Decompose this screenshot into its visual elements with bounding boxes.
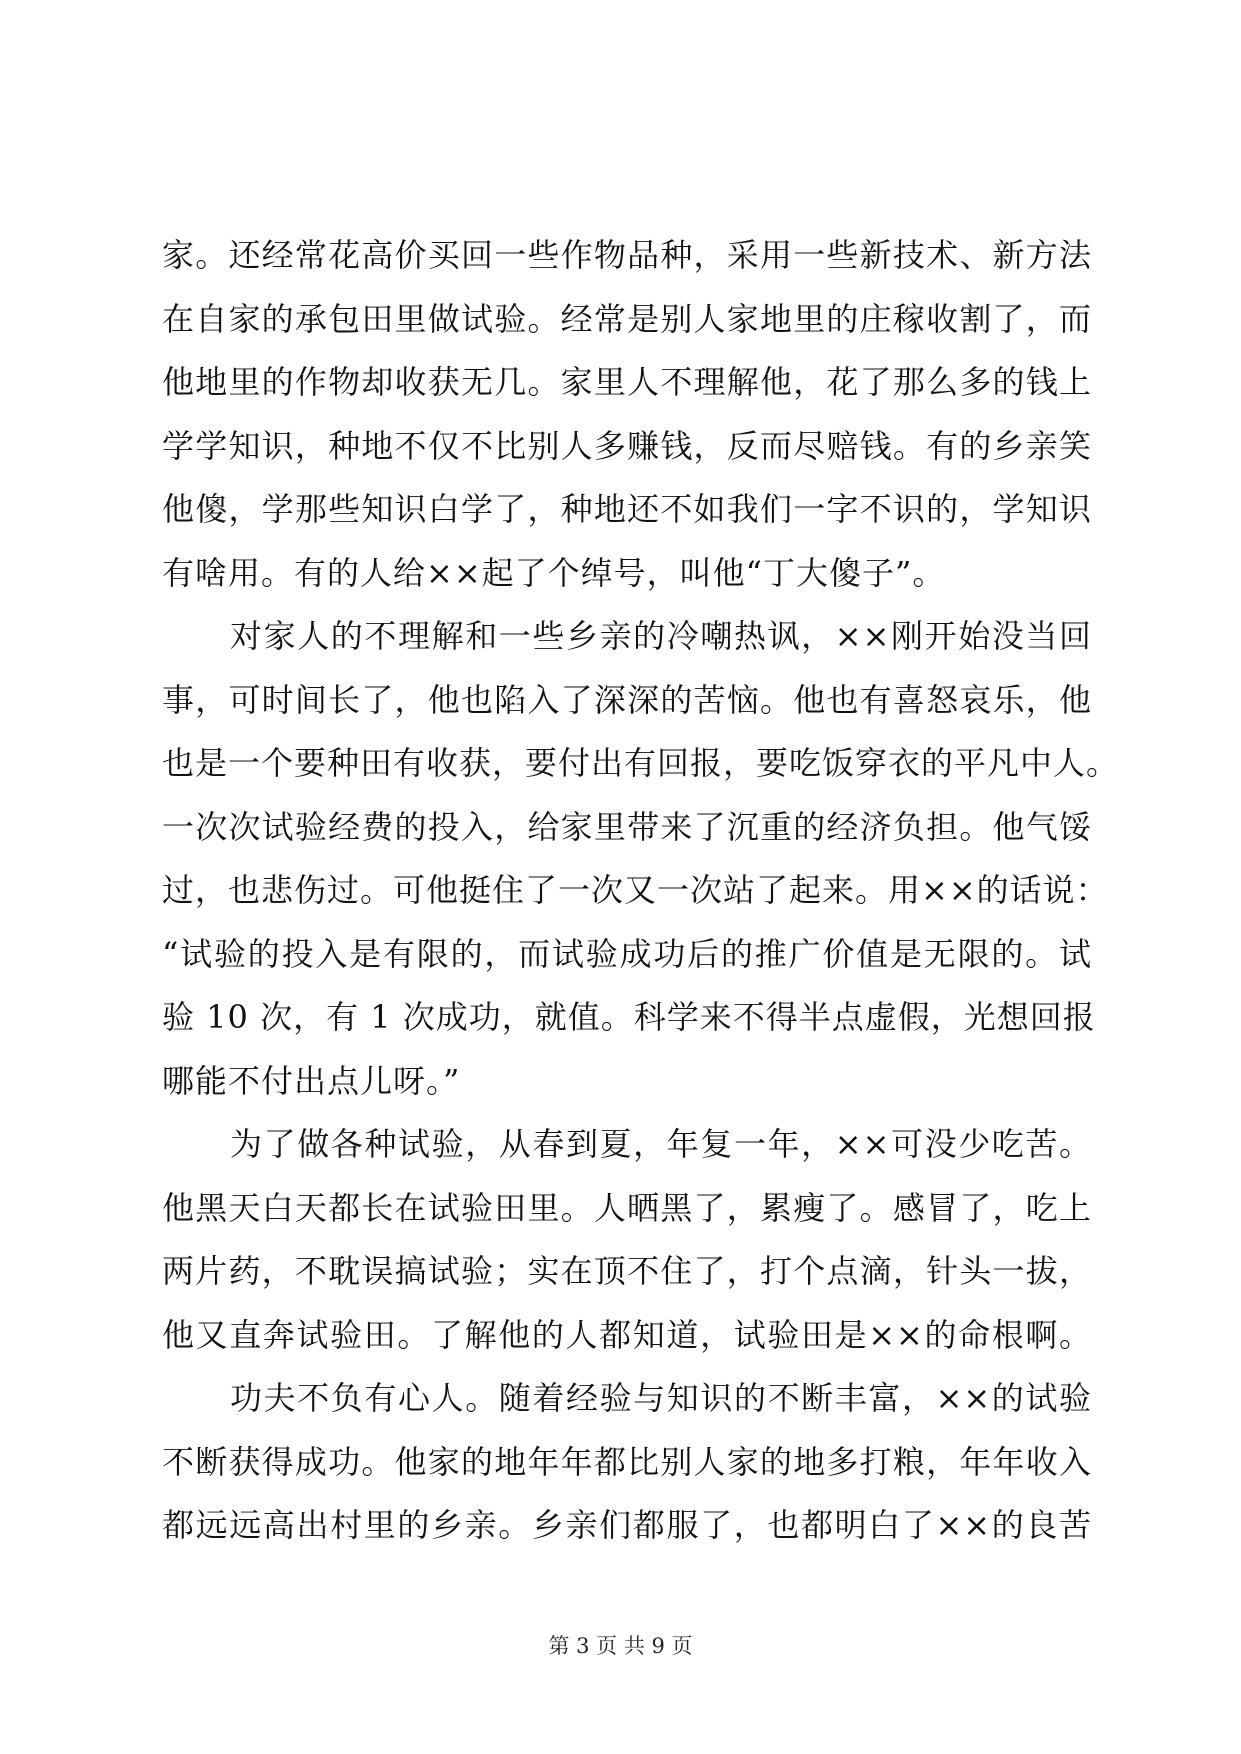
- text-line: 都远远高出村里的乡亲。乡亲们都服了，也都明白了××的良苦: [162, 1506, 1092, 1544]
- text-line: 在自家的承包田里做试验。经常是别人家地里的庄稼收割了，而: [162, 299, 1092, 338]
- body-text: [162, 224, 1120, 1558]
- text-line: 验 10 次，有 1 次成功，就值。科学来不得半点虚假，光想回报: [162, 998, 1096, 1036]
- text-line: 两片药，不耽误搞试验；实在顶不住了，打个点滴，针头一拔，: [162, 1252, 1092, 1290]
- paragraph-first-line: 为了做各种试验，从春到夏，年复一年，××可没少吃苦。: [230, 1125, 1092, 1163]
- text-line: “试验的投入是有限的，而试验成功后的推广价值是无限的。试: [162, 934, 1092, 973]
- text-line: 有啥用。有的人给××起了个绰号，叫他“丁大傻子”。: [162, 553, 946, 592]
- text-line: 过，也悲伤过。可他挺住了一次又一次站了起来。用××的话说：: [162, 871, 1109, 909]
- text-line: 家。还经常花高价买回一些作物品种，采用一些新技术、新方法: [162, 236, 1092, 274]
- text-line: 他黑天白天都长在试验田里。人晒黑了，累瘦了。感冒了，吃上: [162, 1188, 1092, 1227]
- text-line: 一次次试验经费的投入，给家里带来了沉重的经济负担。他气馁: [162, 807, 1092, 846]
- text-line: 也是一个要种田有收获，要付出有回报，要吃饭穿衣的平凡中人。: [162, 744, 1120, 782]
- text-line: 他地里的作物却收获无几。家里人不理解他，花了那么多的钱上: [162, 363, 1092, 401]
- paragraph-first-line: 对家人的不理解和一些乡亲的冷嘲热讽，××刚开始没当回: [230, 617, 1092, 655]
- text-line: 不断获得成功。他家的地年年都比别人家的地多打粮，年年收入: [162, 1442, 1092, 1481]
- paragraph-first-line: 功夫不负有心人。随着经验与知识的不断丰富，××的试验: [230, 1379, 1092, 1417]
- text-line: 事，可时间长了，他也陷入了深深的苦恼。他也有喜怒哀乐，他: [162, 680, 1092, 719]
- text-line: 他傻，学那些知识白学了，种地还不如我们一字不识的，学知识: [162, 490, 1092, 528]
- text-line: 他又直奔试验田。了解他的人都知道，试验田是××的命根啊。: [162, 1315, 1092, 1354]
- text-line: 哪能不付出点儿呀。”: [162, 1061, 461, 1100]
- text-line: 学学知识，种地不仅不比别人多赚钱，反而尽赔钱。有的乡亲笑: [162, 426, 1092, 465]
- page-number-footer: 第 3 页 共 9 页: [548, 1634, 693, 1658]
